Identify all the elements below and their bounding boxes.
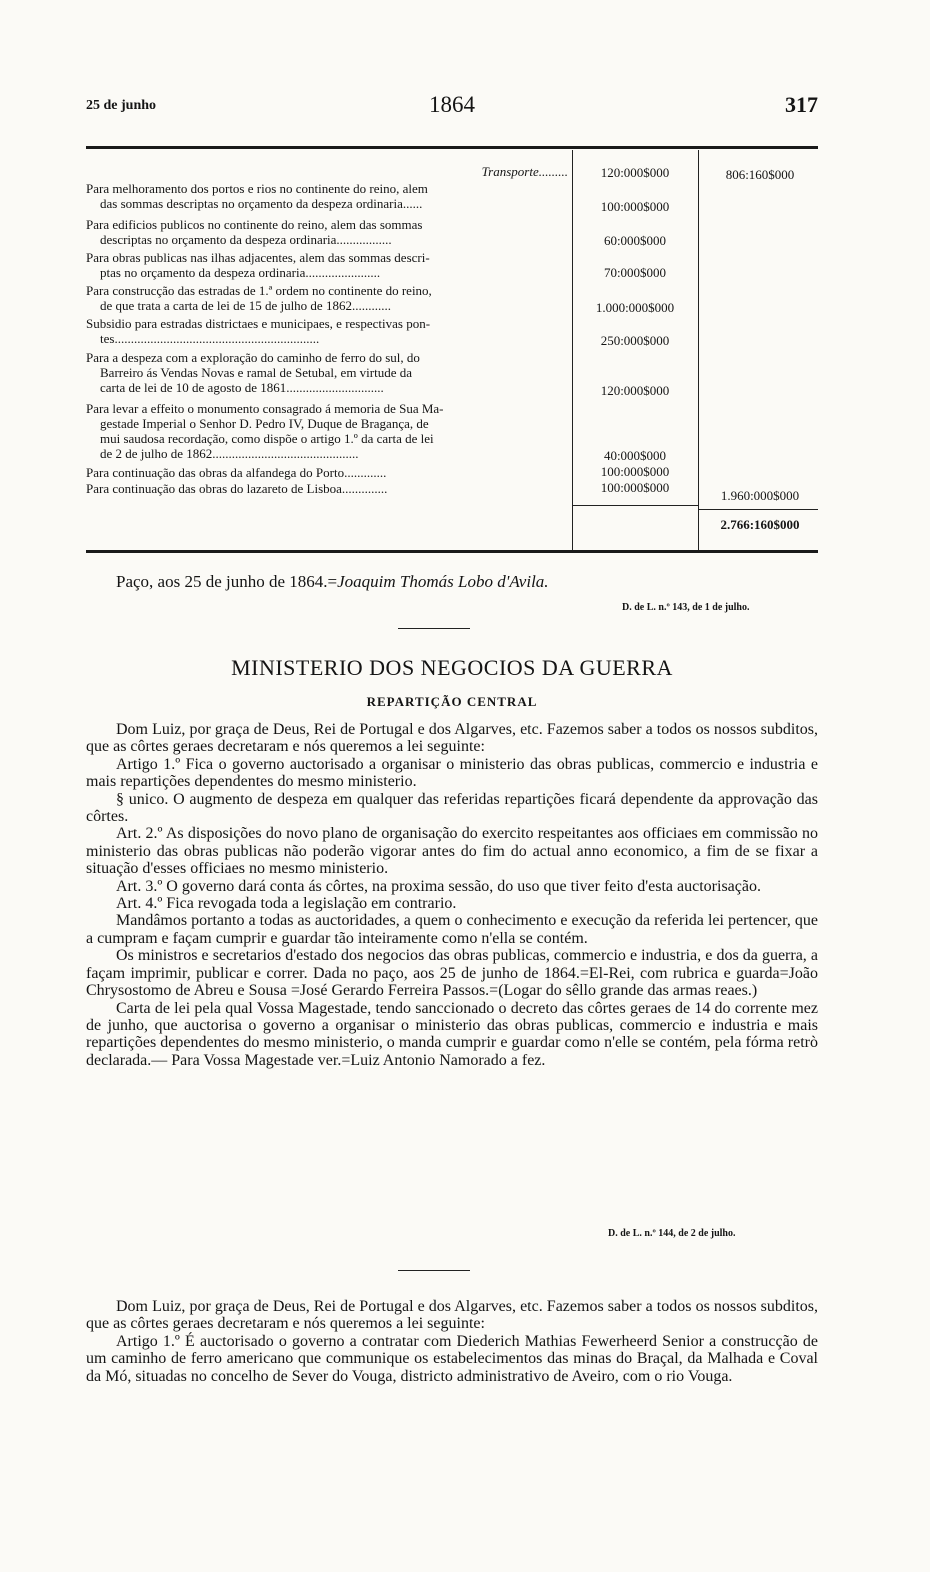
law-text: [86, 721, 818, 1069]
ledger-row-line: das sommas descriptas no orçamento da despeza ordinaria......: [100, 196, 423, 211]
paragraph: Art. 3.º O governo dará conta ás côrtes, na proxima sessão, do uso que tiver feito d'esta auctorisação.: [116, 877, 761, 895]
ledger-row-line: Subsidio para estradas districtaes e municipaes, e respectivas pon-: [86, 316, 431, 331]
ledger-amount: 70:000$000: [603, 265, 667, 280]
signature-separator: =: [327, 572, 338, 591]
ledger-row-line: Para levar a effeito o monumento consagrado á memoria de Sua Ma-: [86, 401, 444, 416]
page-number: 317: [785, 92, 818, 117]
ledger-amount: 60:000$000: [603, 233, 667, 248]
signature-line: [116, 572, 549, 592]
section-divider: [398, 1270, 470, 1271]
ledger-row-line: carta de lei de 10 de agosto de 1861..............................: [100, 380, 384, 395]
publication-reference: D. de L. n.º 143, de 1 de julho.: [622, 602, 750, 613]
grand-total-amount: 2.766:160$000: [720, 517, 800, 532]
ledger-amount: 100:000$000: [600, 464, 670, 479]
ledger-row-line: Para continuação das obras do lazareto de Lisboa..............: [86, 481, 388, 496]
paragraph: Dom Luiz, por graça de Deus, Rei de Portugal e dos Algarves, etc. Fazemos saber a todos os nossos subditos, que as côrtes geraes decretaram e nós queremos a lei seguinte:: [86, 721, 818, 756]
ledger-row-line: gestade Imperial o Senhor D. Pedro IV, Duque de Bragança, de: [100, 416, 429, 431]
ledger-row-line: mui saudosa recordação, como dispõe o artigo 1.º da carta de lei: [100, 431, 434, 446]
paragraph: Art. 2.º As disposições do novo plano de organisação do exercito respeitantes aos officiaes em commissão no ministerio das obras publicas não poderão vigorar antes do fim do actual anno economico, a fim de se fixar a situação d'esses officiaes no mesmo ministerio.: [86, 825, 818, 878]
transporte-label: Transporte.........: [481, 164, 568, 179]
paragraph: Carta de lei pela qual Vossa Magestade, tendo sanccionado o decreto das côrtes geraes de 14 do corrente mez de junho, que auctorisa o governo a organisar o ministerio das obras publicas, commercio e industria e mais repartições dependentes do mesmo ministerio, o manda cumprir e guardar como n'elle se contém, pela fórma retrò declarada.— Para Vossa Magestade ver.=Luiz Antonio Namorado a fez.: [86, 999, 818, 1069]
ledger-amount: 1.000:000$000: [595, 300, 675, 315]
ministry-subtitle: REPARTIÇÃO CENTRAL: [366, 694, 538, 709]
ledger-row-line: tes...............................................................: [100, 331, 320, 346]
ledger-row-line: Para melhoramento dos portos e rios no continente do reino, alem: [86, 181, 428, 196]
ledger-amount: 40:000$000: [603, 448, 667, 463]
ledger-row-line: descriptas no orçamento da despeza ordinaria.................: [100, 232, 392, 247]
ledger-row-line: ptas no orçamento da despeza ordinaria.......................: [100, 265, 381, 280]
ledger-amount: 120:000$000: [600, 383, 670, 398]
ledger-row-line: Barreiro ás Vendas Novas e ramal de Setubal, em virtude da: [100, 365, 413, 380]
ledger-amount: 250:000$000: [600, 333, 670, 348]
ledger-row-line: Para construcção das estradas de 1.ª ordem no continente do reino,: [86, 283, 432, 298]
paragraph: Artigo 1.º É auctorisado o governo a contratar com Diederich Mathias Fewerheerd Senior a construcção de um caminho de ferro americano que communique os estabelecimentos das minas do Braçal, da Malhada e Coval da Mó, situadas no concelho de Sever do Vouga, districto administrativo de Aveiro, com o rio Vouga.: [86, 1332, 818, 1385]
ledger-amount: 100:000$000: [600, 199, 670, 214]
paragraph: Mandâmos portanto a todas as auctoridades, a quem o conhecimento e execução da referida lei pertencer, que a cumpram e façam cumprir e guardar tão inteiramente como n'ella se contém.: [86, 912, 818, 947]
header-year: 1864: [429, 92, 475, 117]
top-rule: [86, 146, 818, 149]
total-rule: [698, 509, 818, 510]
ministry-title: MINISTERIO DOS NEGOCIOS DA GUERRA: [231, 655, 673, 680]
transporte-amount: 120:000$000: [600, 165, 670, 180]
paragraph: Artigo 1.º Fica o governo auctorisado a organisar o ministerio das obras publicas, commercio e industria e mais repartições dependentes do mesmo ministerio.: [86, 755, 818, 791]
ledger-row-line: Para edificios publicos no continente do reino, alem das sommas: [86, 217, 423, 232]
paragraph: Os ministros e secretarios d'estado dos negocios das obras publicas, commercio e industria, e dos da guerra, a façam imprimir, publicar e correr. Dada no paço, aos 25 de junho de 1864.=El-Rei, com rubrica e guarda=João Chrysostomo de Abreu e Sousa =José Gerardo Ferreira Passos.=(Logar do sêllo grande das armas reaes.): [86, 947, 818, 1000]
column-divider: [698, 150, 699, 550]
ledger-row-line: de que trata a carta de lei de 15 de julho de 1862............: [100, 298, 391, 313]
paragraph: § unico. O augmento de despeza em qualquer das referidas repartições ficará dependente da approvação das côrtes.: [86, 790, 818, 826]
ledger-row-line: Para a despeza com a exploração do caminho de ferro do sul, do: [86, 350, 420, 365]
header-date: 25 de junho: [86, 98, 157, 113]
law-text: [86, 1298, 818, 1385]
transporte-total: 806:160$000: [725, 167, 795, 182]
ledger-row-line: de 2 de julho de 1862.............................................: [100, 446, 359, 461]
signature-name: Joaquim Thomás Lobo d'Avila.: [337, 572, 549, 591]
ledger-amount: 100:000$000: [600, 480, 670, 495]
section-divider: [398, 628, 470, 629]
subtotal-amount: 1.960:000$000: [720, 488, 800, 503]
ledger-table: [86, 150, 818, 550]
ledger-row-line: Para obras publicas nas ilhas adjacentes, alem das sommas descri-: [86, 250, 430, 265]
paragraph: Dom Luiz, por graça de Deus, Rei de Portugal e dos Algarves, etc. Fazemos saber a todos os nossos subditos, que as côrtes geraes decretaram e nós queremos a lei seguinte:: [86, 1298, 818, 1333]
column-divider: [572, 150, 573, 550]
page-header: [86, 92, 818, 122]
ledger-row-line: Para continuação das obras da alfandega do Porto.............: [86, 465, 387, 480]
paragraph: Art. 4.º Fica revogada toda a legislação em contrario.: [116, 895, 457, 913]
subtotal-rule: [572, 505, 698, 506]
publication-reference: D. de L. n.º 144, de 2 de julho.: [608, 1228, 736, 1239]
bottom-rule: [86, 550, 818, 553]
signature-text: Paço, aos 25 de junho de 1864.: [116, 572, 328, 591]
